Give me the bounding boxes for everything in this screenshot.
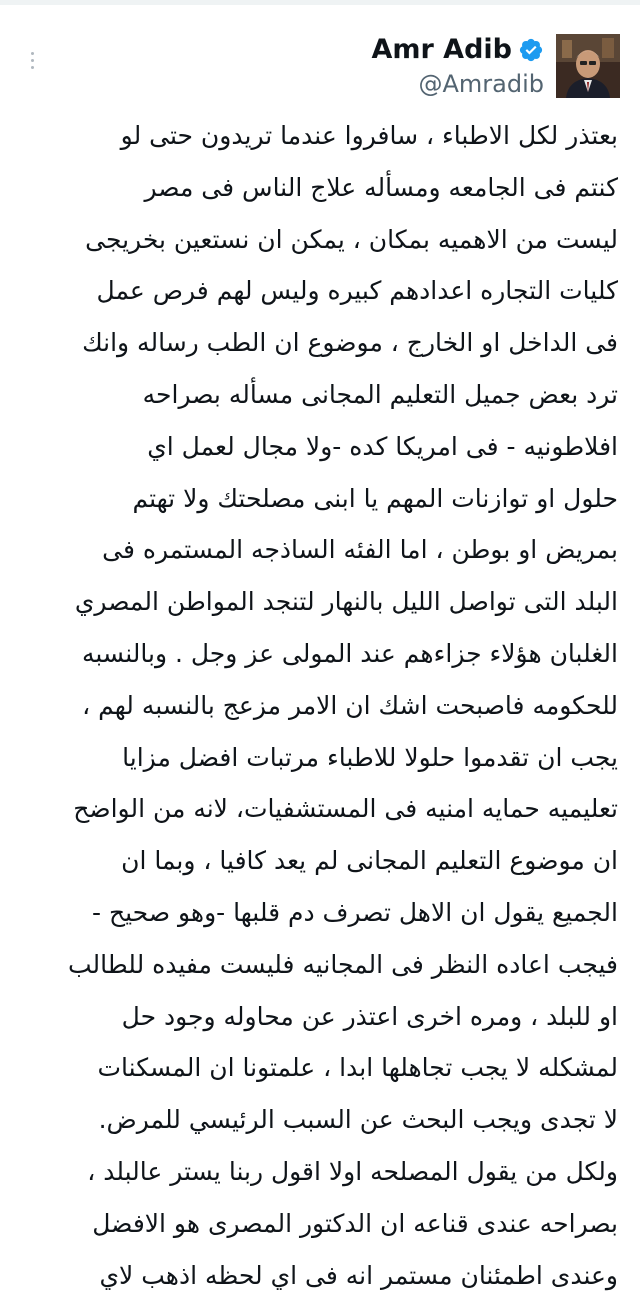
tweet-text-line: لا تجدى ويجب البحث عن السبب الرئيسي للمرض.	[98, 1105, 618, 1135]
tweet-text-line: لمشكله لا يجب تجاهلها ابدا ، علمتونا ان المسكنات	[97, 1053, 618, 1083]
author-info[interactable]	[371, 33, 544, 99]
tweet-text-line: يجب ان تقدموا حلولا للاطباء مرتبات افضل مزايا	[122, 742, 618, 772]
tweet-text-line: فيجب اعاده النظر فى المجانيه فليست مفيده للطالب	[68, 949, 618, 979]
tweet-text-line: بصراحه عندى قناعه ان الدكتور المصرى هو الافضل	[92, 1208, 618, 1238]
more-vertical-icon-dot	[31, 66, 34, 69]
author-display-name[interactable]: Amr Adib	[371, 34, 512, 65]
tweet-text-line: تعليميه حمايه امنيه فى المستشفيات، لانه من الواضح	[73, 794, 618, 824]
tweet-text-line: ليست من الاهميه بمكان ، يمكن ان نستعين بخريجى	[85, 224, 618, 254]
tweet-text-line: الغلبان هؤلاء جزاءهم عند المولى عز وجل . وبالنسبه	[81, 638, 618, 668]
tweet-text-line: فى الداخل او الخارج ، موضوع ان الطب رساله وانك	[82, 328, 618, 358]
more-options-button[interactable]	[22, 40, 42, 80]
verified-badge-icon	[518, 37, 544, 63]
more-vertical-icon-dot	[31, 59, 34, 62]
tweet-text-line: للحكومه فاصبحت اشك ان الامر مزعج بالنسبه لهم ،	[82, 690, 618, 720]
tweet-text-line: كنتم فى الجامعه ومسأله علاج الناس فى مصر	[144, 172, 618, 202]
tweet-text-line: كليات التجاره اعدادهم كبيره وليس لهم فرص عمل	[96, 276, 618, 306]
avatar-image	[556, 34, 620, 98]
tweet-text-line: او للبلد ، ومره اخرى اعتذر عن محاوله وجود حل	[121, 1001, 618, 1031]
author-handle[interactable]: @Amradib	[418, 70, 544, 98]
tweet-text-line: الجميع يقول ان الاهل تصرف دم قلبها -وهو صحيح -	[92, 897, 618, 927]
tweet-text-line: البلد التى تواصل الليل بالنهار لتنجد المواطن المصري	[74, 587, 618, 617]
tweet-text-line: حلول او توازنات المهم يا ابنى مصلحتك ولا تهتم	[132, 483, 618, 513]
top-divider	[0, 0, 640, 5]
more-vertical-icon	[31, 52, 34, 55]
tweet-text-line: بعتذر لكل الاطباء ، سافروا عندما تريدون حتى لو	[120, 121, 618, 150]
tweet-text	[18, 110, 618, 1301]
tweet-text-line: بمريض او بوطن ، اما الفئه الساذجه المستمره فى	[102, 535, 618, 565]
tweet-text-line: ولكل من يقول المصلحه اولا اقول ربنا يستر عالبلد ،	[87, 1156, 618, 1186]
tweet-header	[371, 30, 620, 102]
tweet-text-line: ان موضوع التعليم المجانى لم يعد كافيا ، وبما ان	[121, 846, 618, 876]
tweet-text-line: وعندى اطمئنان مستمر انه فى اي لحظه اذهب لاي	[99, 1260, 618, 1290]
tweet-text-line: ترد بعض جميل التعليم المجانى مسأله بصراحه	[142, 379, 618, 409]
tweet-text-line: افلاطونيه - فى امريكا كده -ولا مجال لعمل اي	[147, 431, 618, 461]
avatar[interactable]	[556, 34, 620, 98]
author-name-row	[371, 33, 544, 67]
